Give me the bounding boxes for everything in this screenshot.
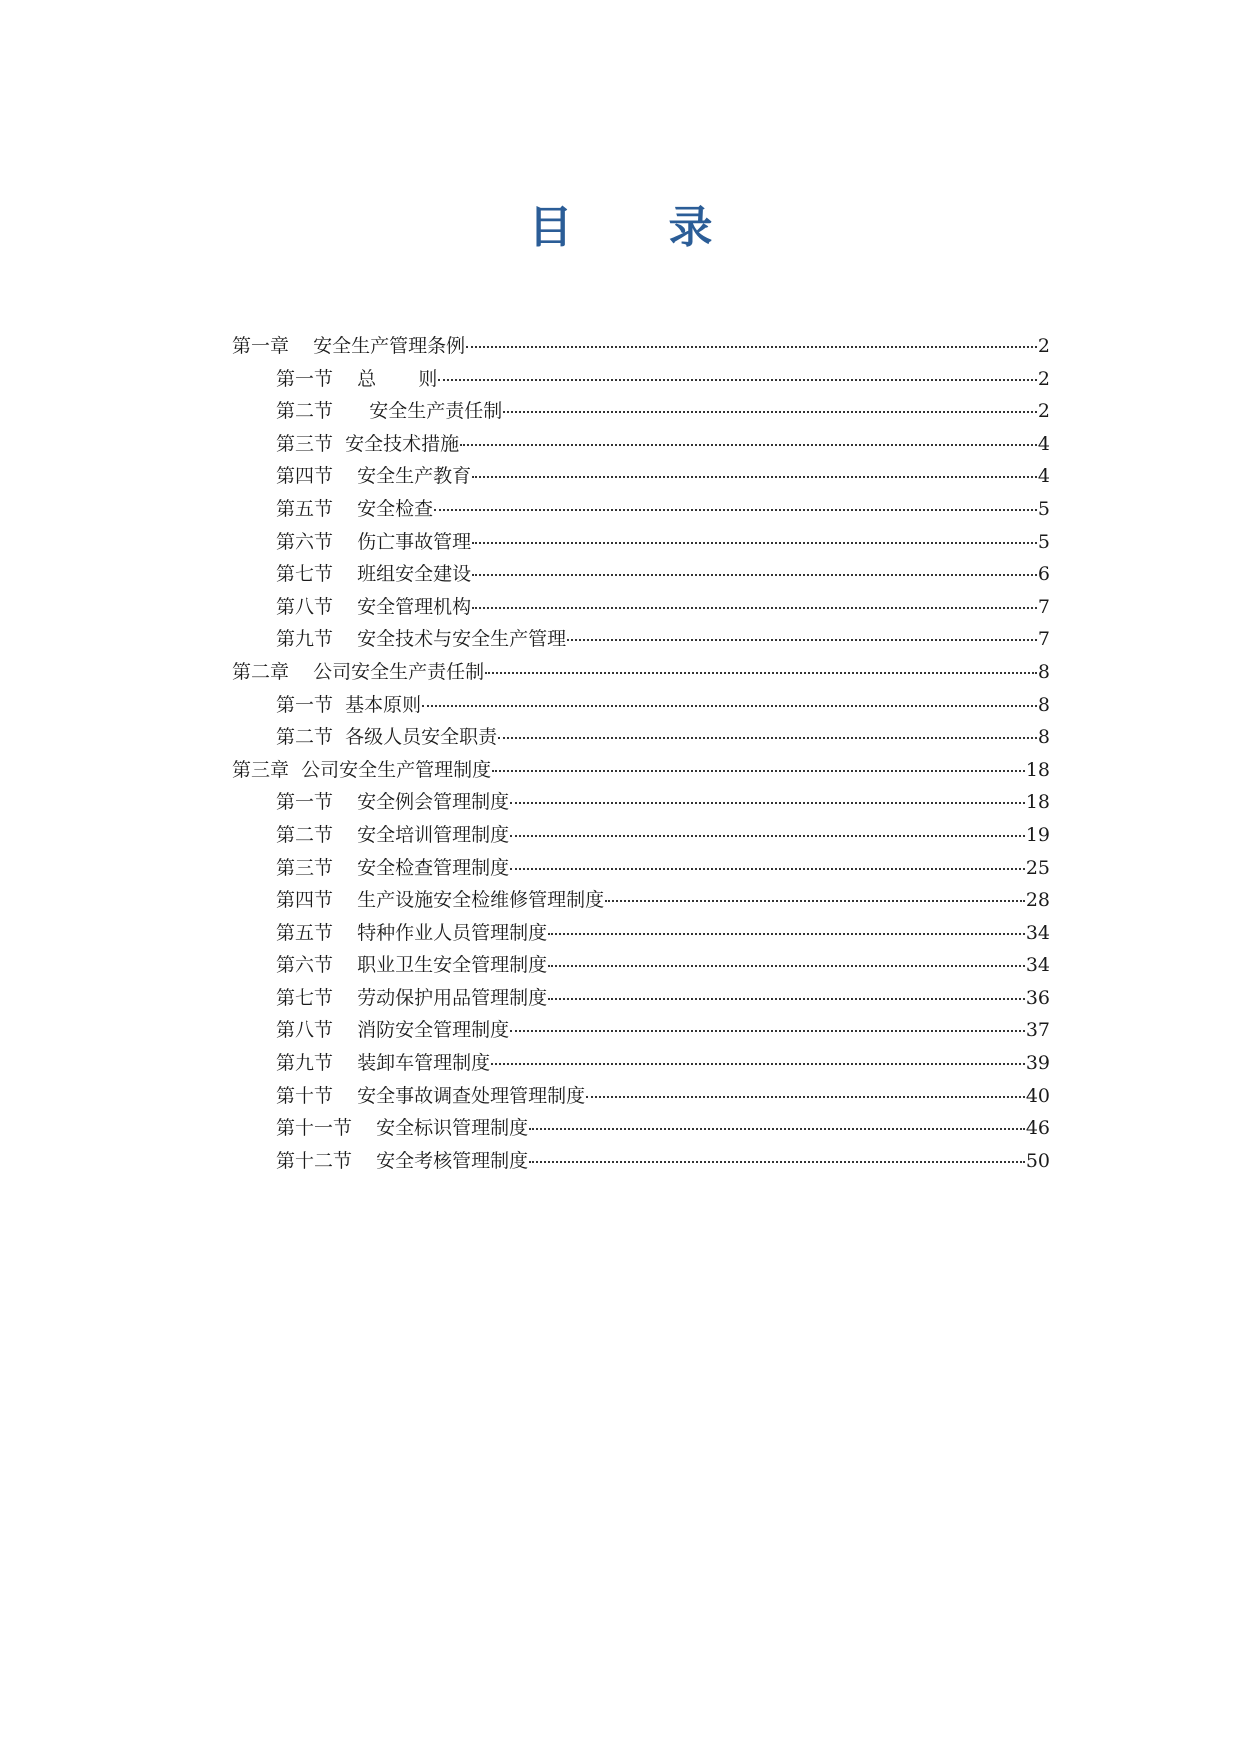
toc-dot-leader — [510, 802, 1025, 804]
toc-entry-label: 第三节 安全检查管理制度 — [276, 856, 510, 879]
toc-section-entry[interactable] — [232, 884, 1050, 917]
toc-entry-label: 第四节 生产设施安全检维修管理制度 — [276, 889, 605, 912]
toc-chapter-entry[interactable] — [232, 656, 1050, 689]
toc-page-number: 50 — [1025, 1149, 1050, 1172]
toc-entry-label: 第七节 劳动保护用品管理制度 — [276, 986, 548, 1009]
toc-section-entry[interactable] — [232, 949, 1050, 982]
toc-page-number: 8 — [1037, 726, 1050, 749]
toc-entry-label: 第八节 消防安全管理制度 — [276, 1019, 510, 1042]
toc-dot-leader — [438, 379, 1036, 381]
toc-dot-leader — [472, 476, 1037, 478]
toc-dot-leader — [472, 574, 1037, 576]
toc-section-entry[interactable] — [232, 1145, 1050, 1178]
toc-entry-label: 第二节 安全培训管理制度 — [276, 823, 510, 846]
toc-entry-label: 第七节 班组安全建设 — [276, 563, 472, 586]
toc-entry-label: 第九节 装卸车管理制度 — [276, 1052, 491, 1075]
toc-entry-label: 第八节 安全管理机构 — [276, 595, 472, 618]
toc-dot-leader — [503, 411, 1037, 413]
toc-page-number: 5 — [1037, 497, 1050, 520]
toc-dot-leader — [492, 770, 1025, 772]
toc-entry-label: 第十节 安全事故调查处理管理制度 — [276, 1084, 586, 1107]
toc-chapter-entry[interactable] — [232, 330, 1050, 363]
toc-page-number: 36 — [1025, 986, 1050, 1009]
toc-page-number: 5 — [1037, 530, 1050, 553]
toc-dot-leader — [529, 1161, 1025, 1163]
toc-page-number: 46 — [1025, 1117, 1050, 1140]
toc-section-entry[interactable] — [232, 526, 1050, 559]
toc-dot-leader — [510, 868, 1025, 870]
toc-dot-leader — [567, 639, 1037, 641]
toc-dot-leader — [434, 509, 1037, 511]
toc-entry-label: 第二节 各级人员安全职责 — [276, 726, 498, 749]
toc-entry-label: 第六节 伤亡事故管理 — [276, 530, 472, 553]
toc-section-entry[interactable] — [232, 786, 1050, 819]
toc-section-entry[interactable] — [232, 591, 1050, 624]
toc-dot-leader — [491, 1063, 1025, 1065]
toc-dot-leader — [548, 965, 1025, 967]
toc-page-number: 18 — [1025, 758, 1050, 781]
toc-page-number: 8 — [1037, 660, 1050, 683]
toc-section-entry[interactable] — [232, 982, 1050, 1015]
toc-section-entry[interactable] — [232, 917, 1050, 950]
toc-section-entry[interactable] — [232, 852, 1050, 885]
toc-section-entry[interactable] — [232, 363, 1050, 396]
toc-page-number: 28 — [1025, 889, 1050, 912]
toc-entry-label: 第六节 职业卫生安全管理制度 — [276, 954, 548, 977]
toc-page-number: 4 — [1037, 465, 1050, 488]
toc-page-number: 2 — [1037, 335, 1050, 357]
toc-page-number: 4 — [1037, 432, 1050, 455]
toc-section-entry[interactable] — [232, 428, 1050, 461]
toc-section-entry[interactable] — [232, 721, 1050, 754]
toc-title-char-2: 录 — [668, 202, 713, 253]
toc-dot-leader — [460, 444, 1037, 446]
toc-entry-label: 第三章 公司安全生产管理制度 — [232, 758, 492, 781]
toc-page-number: 19 — [1025, 823, 1050, 846]
toc-dot-leader — [548, 998, 1025, 1000]
toc-dot-leader — [485, 672, 1037, 674]
toc-page-number: 34 — [1025, 921, 1050, 944]
toc-section-entry[interactable] — [232, 1112, 1050, 1145]
toc-section-entry[interactable] — [232, 1080, 1050, 1113]
toc-dot-leader — [529, 1128, 1025, 1130]
toc-entry-label: 第二章 公司安全生产责任制 — [232, 660, 485, 683]
toc-dot-leader — [466, 346, 1037, 348]
toc-page-number: 40 — [1025, 1084, 1050, 1107]
toc-page-number: 8 — [1037, 693, 1050, 716]
toc-dot-leader — [510, 1030, 1025, 1032]
toc-page-number: 39 — [1025, 1052, 1050, 1075]
toc-section-entry[interactable] — [232, 460, 1050, 493]
toc-page-number: 7 — [1037, 595, 1050, 618]
toc-entry-label: 第一章 安全生产管理条例 — [232, 335, 466, 357]
toc-section-entry[interactable] — [232, 1014, 1050, 1047]
toc-entry-label: 第四节 安全生产教育 — [276, 465, 472, 488]
toc-page-number: 2 — [1037, 400, 1050, 423]
toc-chapter-entry[interactable] — [232, 754, 1050, 787]
toc-dot-leader — [586, 1096, 1025, 1098]
toc-entry-label: 第一节 基本原则 — [276, 693, 422, 716]
table-of-contents — [232, 330, 1050, 1177]
toc-dot-leader — [548, 933, 1025, 935]
toc-section-entry[interactable] — [232, 819, 1050, 852]
toc-entry-label: 第九节 安全技术与安全生产管理 — [276, 628, 567, 651]
toc-dot-leader — [472, 542, 1037, 544]
toc-entry-label: 第一节 总 则 — [276, 367, 438, 390]
toc-page-number: 18 — [1025, 791, 1050, 814]
toc-dot-leader — [605, 900, 1025, 902]
toc-entry-label: 第二节 安全生产责任制 — [276, 400, 503, 423]
toc-dot-leader — [498, 737, 1037, 739]
toc-section-entry[interactable] — [232, 395, 1050, 428]
toc-page-number: 34 — [1025, 954, 1050, 977]
toc-page-number: 6 — [1037, 563, 1050, 586]
toc-page-number: 25 — [1025, 856, 1050, 879]
toc-page-number: 2 — [1037, 367, 1050, 390]
toc-section-entry[interactable] — [232, 1047, 1050, 1080]
toc-title-char-1: 目 — [528, 202, 573, 253]
toc-entry-label: 第十二节 安全考核管理制度 — [276, 1149, 529, 1172]
toc-dot-leader — [472, 607, 1037, 609]
toc-section-entry[interactable] — [232, 558, 1050, 591]
toc-entry-label: 第三节 安全技术措施 — [276, 432, 460, 455]
toc-section-entry[interactable] — [232, 689, 1050, 722]
toc-entry-label: 第五节 安全检查 — [276, 497, 434, 520]
toc-dot-leader — [422, 705, 1037, 707]
toc-page-number: 7 — [1037, 628, 1050, 651]
toc-entry-label: 第十一节 安全标识管理制度 — [276, 1117, 529, 1140]
toc-entry-label: 第一节 安全例会管理制度 — [276, 791, 510, 814]
toc-dot-leader — [510, 835, 1025, 837]
toc-section-entry[interactable] — [232, 493, 1050, 526]
toc-entry-label: 第五节 特种作业人员管理制度 — [276, 921, 548, 944]
toc-title — [0, 200, 1241, 256]
toc-page-number: 37 — [1025, 1019, 1050, 1042]
toc-section-entry[interactable] — [232, 623, 1050, 656]
